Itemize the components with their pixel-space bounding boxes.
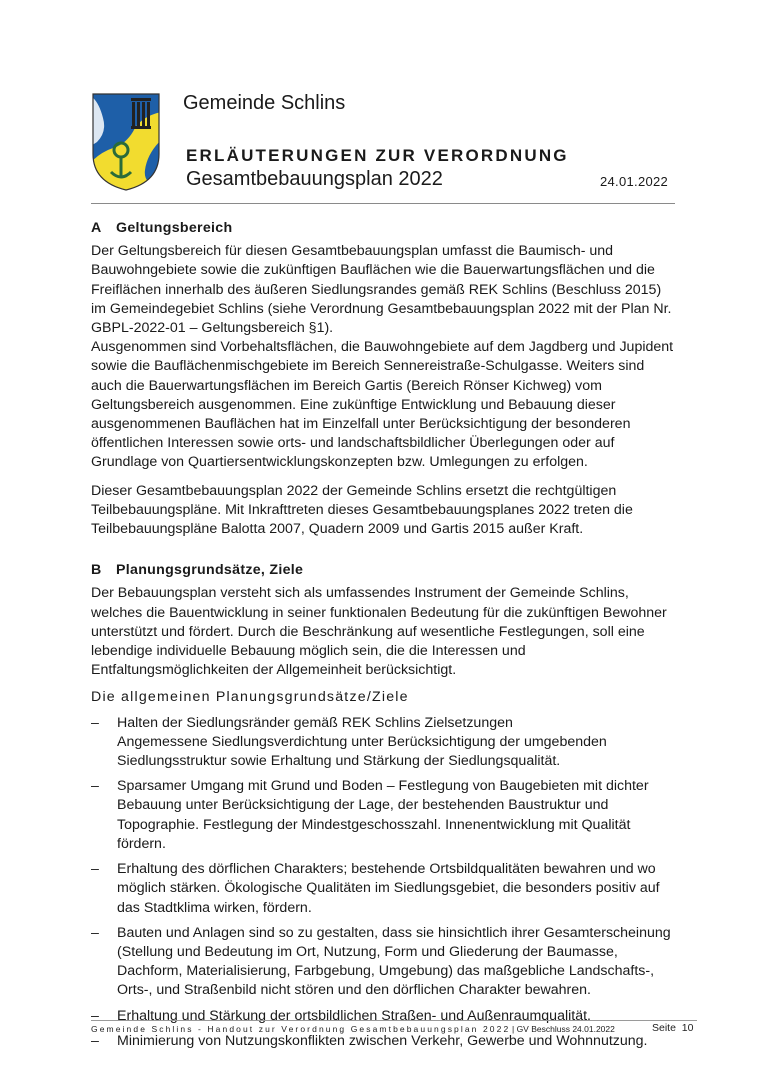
list-item-text: Erhaltung und Stärkung der ortsbildlichen Straßen- und Außenraumqualität. (117, 1007, 591, 1024)
section-b-letter: B (91, 562, 102, 579)
section-a-paragraph-3: Dieser Gesamtbebauungsplan 2022 der Gemeinde Schlins ersetzt die rechtgültigen Teilbebauungspläne. Mit Inkrafttreten dieses Gesamtbebauungsplanes 2022 treten die Teilbebauungspläne Balotta 2007, Quadern 2009 und Gartis 2015 außer Kraft. (91, 482, 633, 538)
list-item (91, 1007, 675, 1026)
list-item-text: Halten der Siedlungsränder gemäß REK Schlins Zielsetzungen (117, 714, 513, 731)
list-item (91, 777, 675, 854)
list-item-text: Minimierung von Nutzungskonflikten zwischen Verkehr, Gewerbe und Wohnnutzung. (117, 1032, 648, 1049)
section-a-heading (91, 219, 675, 238)
section-a-paragraph-2: Ausgenommen sind Vorbehaltsflächen, die Bauwohngebiete auf dem Jagdberg und Jupident sowie die Bauflächenmischgebiete im Bereich Sennereistraße-Schulgasse. Weiters sind auch die Bauerwartungsflächen im Bereich Gartis (Bereich Rönser Kichweg) vom Geltungsbereich ausgenommen. Eine zukünftige Entwicklung und Bebauung dieser ausgenommenen Bauflächen hat im Einzelfall unter Berücksichtigung der besonderen öffentlichen Interessen sowie orts- und landschaftsbildlicher Überlegungen oder auf Grundlage von Quartiersentwicklungskonzepten bzw. Umlegungen zu erfolgen. (91, 339, 674, 471)
section-a-paragraph-1: Der Geltungsbereich für diesen Gesamtbebauungsplan umfasst die Baumisch- und Bauwohngebiete sowie die zukünftigen Bauflächen wie die Bauerwartungsflächen und die Freiflächen innerhalb des äußeren Siedlungsrandes gemäß REK Schlins (Beschluss 2015) im Gemeindegebiet Schlins (siehe Verordnung Gesamtbebauungsplan 2022 mit der Plan Nr. GBPL-2022-01 – Geltungsbereich §1). (91, 243, 672, 337)
planning-principles-list (91, 714, 675, 1051)
document-title: ERLÄUTERUNGEN ZUR VERORDNUNG (186, 146, 569, 165)
document-date: 24.01.2022 (600, 174, 669, 189)
bullet-dash: – (91, 924, 99, 941)
footer-divider (91, 1020, 697, 1021)
page-number (652, 1022, 693, 1034)
municipality-name: Gemeinde Schlins (183, 92, 346, 114)
section-b-paragraph-1: Der Bebauungsplan versteht sich als umfassendes Instrument der Gemeinde Schlins, welches die Bauentwicklung in seiner funktionalen Bedeutung für die zukünftigen Bewohner unterstützt und fördert. Durch die Beschränkung auf wesentliche Festlegungen, soll eine lebendige individuelle Bebauung möglich sein, die die Interessen und Entfaltungsmöglichkeiten der Allgemeinheit berücksichtigt. (91, 585, 667, 679)
bullet-dash: – (91, 714, 99, 731)
bullet-dash: – (91, 1032, 99, 1049)
list-item-text-continued: Angemessene Siedlungsverdichtung unter Berücksichtigung der umgebenden Siedlungsstruktur sowie Erhaltung und Stärkung der Siedlungsqualität. (117, 733, 607, 770)
coat-of-arms-icon (91, 92, 161, 192)
header-divider (91, 203, 675, 204)
page-number-value: 10 (681, 1022, 694, 1034)
section-a-letter: A (91, 220, 102, 236)
section-a-title: Geltungsbereich (116, 220, 233, 236)
list-item-text: Bauten und Anlagen sind so zu gestalten, dass sie hinsichtlich ihrer Gesamterscheinung (Stellung und Bedeutung im Ort, Nutzung, Form und Gliederung der Baumasse, Dachform, Materialisierung, Farbgebung, Umgebung) das maßgebliche Landschafts-, Orts-, und Straßenbild nicht stören und den dörflichen Charakter bewahren. (117, 924, 671, 999)
list-item-text: Erhaltung des dörflichen Charakters; bestehende Ortsbildqualitäten bewahren und wo möglich stärken. Ökologische Qualitäten im Siedlungsgebiet, die besonders positiv auf das Stadtklima wirken, fördern. (117, 861, 660, 916)
bullet-dash: – (91, 778, 99, 795)
section-b-subheading: Die allgemeinen Planungsgrundsätze/Ziele (91, 689, 409, 706)
section-b-heading (91, 561, 675, 580)
list-item (91, 924, 675, 1001)
list-item-text: Sparsamer Umgang mit Grund und Boden – Festlegung von Baugebieten mit dichter Bebauung unter Berücksichtigung der Lage, der bestehenden Baustruktur und Topographie. Festlegung der Mindestgeschosszahl. Innenentwicklung mit Qualität fördern. (117, 778, 649, 852)
document-body (91, 219, 675, 1057)
footer-resolution-date: | GV Beschluss 24.01.2022 (512, 1024, 615, 1034)
section-b-title: Planungsgrundsätze, Ziele (116, 562, 304, 579)
bullet-dash: – (91, 1007, 99, 1024)
list-item (91, 1032, 675, 1051)
document-subtitle: Gesamtbebauungsplan 2022 (186, 168, 443, 190)
bullet-dash: – (91, 861, 99, 878)
page-label: Seite (652, 1022, 676, 1034)
list-item (91, 714, 675, 772)
footer-document-label: Gemeinde Schlins - Handout zur Verordnung Gesamtbebauungsplan 2022 (91, 1024, 511, 1034)
list-item (91, 860, 675, 918)
